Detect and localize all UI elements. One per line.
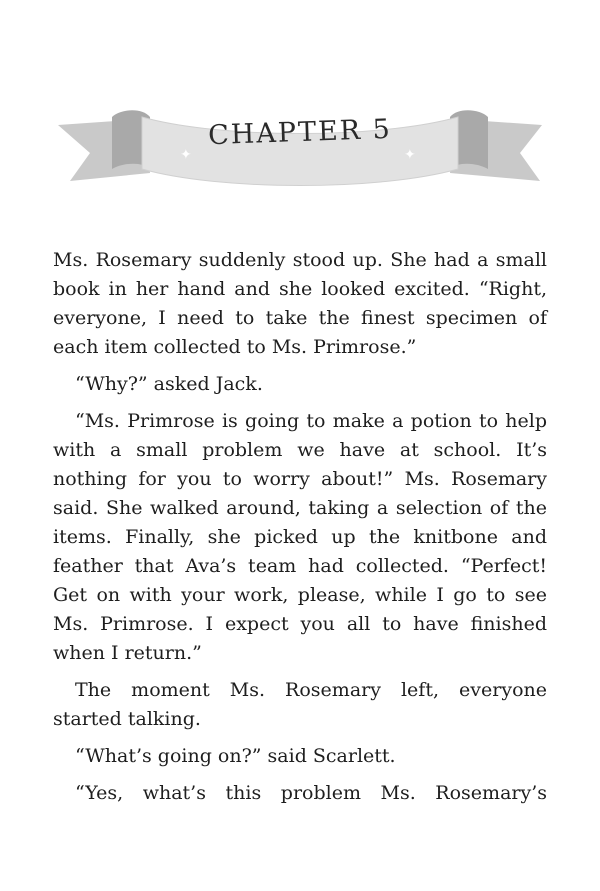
chapter-body <box>53 246 547 816</box>
chapter-title: CHAPTER 5 <box>207 113 393 152</box>
star-icon: ✦ <box>180 147 192 163</box>
paragraph: Ms. Rosemary suddenly stood up. She had a small book in her hand and she looked excited. “Right, everyone, I need to take the finest specimen of each item collected to Ms. Primrose.” <box>53 249 547 358</box>
star-icon: ✦ <box>404 147 416 163</box>
paragraph: “Yes, what’s this problem Ms. Rosemary’s <box>75 782 547 804</box>
paragraph: “Why?” asked Jack. <box>75 373 263 395</box>
paragraph: The moment Ms. Rosemary left, everyone started talking. <box>53 679 547 730</box>
paragraph: “What’s going on?” said Scarlett. <box>75 745 396 767</box>
chapter-banner <box>50 95 550 205</box>
paragraph: “Ms. Primrose is going to make a potion to help with a small problem we have at school. It’s nothing for you to worry about!” Ms. Rosemary said. She walked around, taking a selection of the items. Finally, she picked up the knitbone and feather that Ava’s team had collected. “Perfect! Get on with your work, please, while I go to see Ms. Primrose. I expect you all to have finished when I return.” <box>53 410 547 664</box>
